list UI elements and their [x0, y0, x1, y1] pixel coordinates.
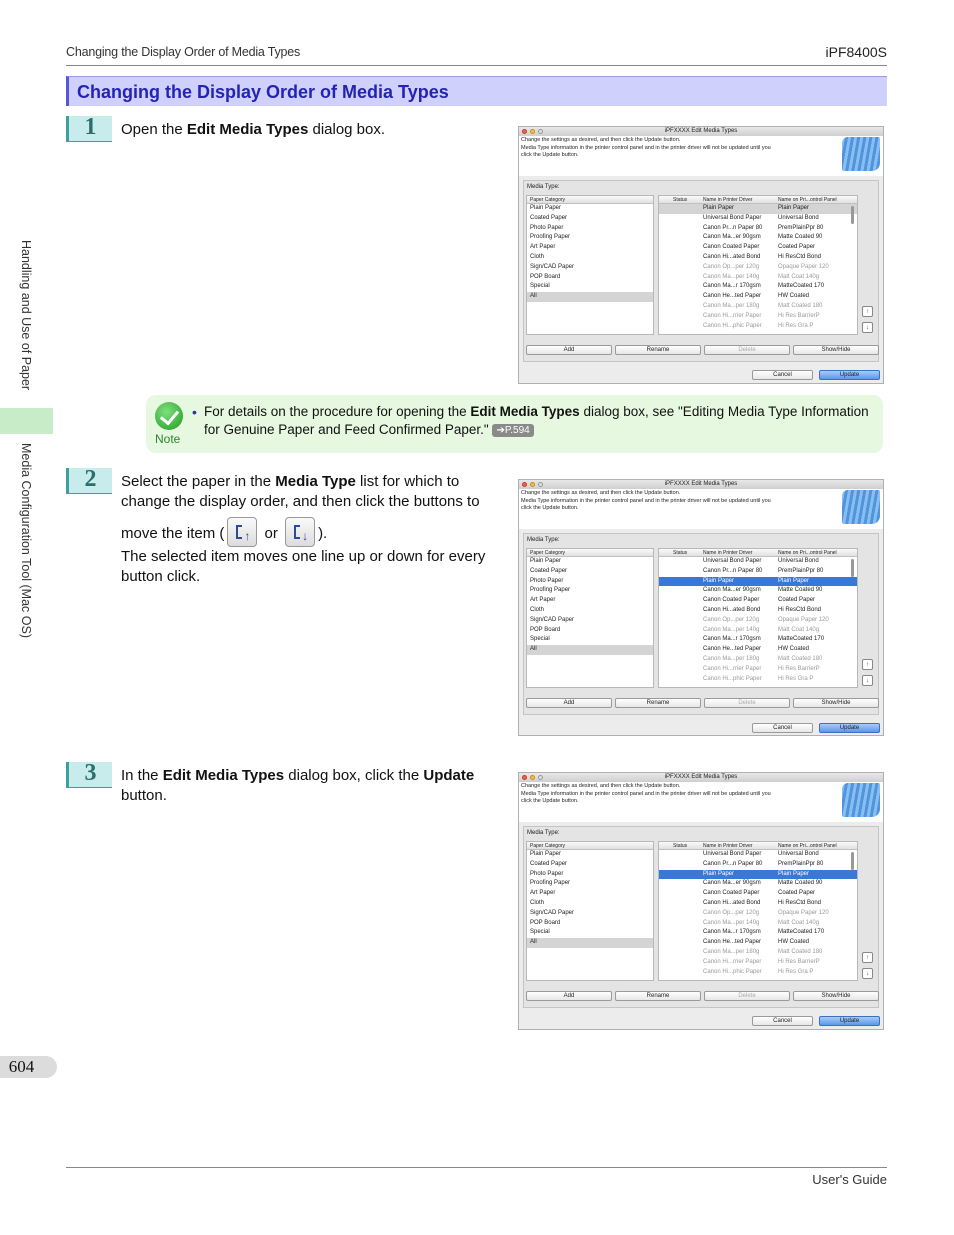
media-type-label: Media Type:: [527, 537, 560, 543]
edit-media-types-dialog: [518, 772, 884, 1030]
side-section-handling: Handling and Use of Paper: [19, 240, 33, 391]
panel-name-cell: Hi Res Gra P: [778, 322, 814, 329]
panel-name-cell: Matt Coat 140g: [778, 626, 820, 633]
panel-name-cell: MatteCoated 170: [778, 636, 825, 643]
driver-name-cell: Canon Ma...per 180g: [703, 948, 760, 955]
media-type-row[interactable]: [659, 577, 857, 587]
driver-name-cell: Canon Coated Paper: [703, 890, 760, 897]
driver-name-cell: Universal Bond Paper: [703, 214, 762, 221]
dialog-title: iPFXXXX Edit Media Types: [664, 128, 738, 134]
order-buttons: [862, 306, 873, 338]
step-text-part: list for which to change the display order, and then click the buttons to: [121, 473, 480, 510]
note-text-part: For details on the procedure for opening the: [204, 404, 471, 419]
show-hide-button[interactable]: Show/Hide: [793, 991, 879, 1001]
order-buttons: [862, 952, 873, 984]
step-text-part: move the item (: [121, 525, 225, 542]
driver-name-cell: Canon Hi...phic Paper: [703, 322, 762, 329]
paper-category-item[interactable]: Cloth: [530, 899, 545, 906]
paper-category-item[interactable]: Coated Paper: [530, 567, 568, 574]
media-type-row[interactable]: [659, 909, 857, 919]
driver-name-cell: Canon Coated Paper: [703, 244, 760, 251]
info-line: Media Type information in the printer control panel and in the printer driver will not be updated until you: [521, 790, 771, 797]
running-header-model: iPF8400S: [825, 44, 887, 60]
driver-name-cell: Canon Ma...per 180g: [703, 302, 760, 309]
move-up-button[interactable]: ↑: [862, 306, 873, 317]
column-header-driver-name: Name in Printer Driver: [703, 550, 753, 556]
panel-name-cell: Plain Paper: [778, 870, 810, 877]
media-type-row[interactable]: [659, 596, 857, 606]
step-text-bold: Update: [423, 767, 475, 784]
media-type-row[interactable]: [659, 948, 857, 958]
paper-category-item[interactable]: Art Paper: [530, 244, 556, 251]
driver-name-cell: Plain Paper: [703, 870, 735, 877]
info-line: click the Update button.: [521, 505, 579, 511]
paper-category-item[interactable]: Coated Paper: [530, 214, 568, 221]
panel-name-cell: Opaque Paper 120: [778, 263, 829, 270]
step-text-part: or: [260, 525, 283, 542]
media-type-group: [523, 826, 879, 1008]
side-tab-marker: [0, 408, 53, 434]
media-type-group: [523, 180, 879, 362]
media-type-row[interactable]: [659, 557, 857, 567]
driver-name-cell: Canon Hi...rrier Paper: [703, 312, 762, 319]
edit-media-types-dialog: [518, 126, 884, 384]
driver-name-cell: Canon Pr...n Paper 80: [703, 567, 763, 574]
column-header-panel-name: Name on Pri...ontrol Panel: [778, 550, 837, 556]
cancel-button[interactable]: Cancel: [752, 1016, 813, 1026]
info-line: click the Update button.: [521, 152, 579, 158]
paper-category-item[interactable]: Art Paper: [530, 597, 556, 604]
panel-name-cell: Plain Paper: [778, 205, 810, 211]
media-type-row[interactable]: [659, 635, 857, 645]
media-type-row[interactable]: [659, 958, 857, 968]
panel-name-cell: HW Coated: [778, 293, 810, 300]
dialog-info-text: [519, 489, 883, 529]
media-type-row[interactable]: [659, 919, 857, 929]
panel-name-cell: PremPlainPpr 80: [778, 224, 824, 231]
media-type-row[interactable]: [659, 655, 857, 665]
panel-name-cell: Coated Paper: [778, 890, 816, 897]
paper-category-list[interactable]: [526, 548, 654, 688]
paper-category-item[interactable]: POP Board: [530, 919, 561, 926]
media-type-row[interactable]: [659, 233, 857, 243]
driver-name-cell: Canon Hi...rrier Paper: [703, 665, 762, 672]
driver-name-cell: Canon Hi...phic Paper: [703, 675, 762, 682]
dialog-info-text: [519, 136, 883, 176]
paper-category-list[interactable]: [526, 195, 654, 335]
update-button[interactable]: Update: [819, 1016, 880, 1026]
driver-name-cell: Plain Paper: [703, 577, 735, 584]
paper-stack-icon: [842, 783, 880, 817]
step-2-badge: [66, 468, 112, 494]
note-text-bold: Edit Media Types: [470, 404, 580, 419]
rename-button[interactable]: Rename: [615, 345, 701, 355]
driver-name-cell: Canon Ma...er 90gsm: [703, 234, 761, 241]
media-type-row[interactable]: [659, 889, 857, 899]
panel-name-cell: Hi ResCtd Bond: [778, 606, 822, 613]
panel-name-cell: Matt Coated 180: [778, 655, 823, 662]
edit-media-types-dialog: [518, 479, 884, 736]
dialog-title: iPFXXXX Edit Media Types: [664, 481, 738, 487]
media-type-row[interactable]: [659, 243, 857, 253]
paper-category-header: Paper Category: [527, 842, 653, 850]
paper-category-item[interactable]: Proofing Paper: [530, 234, 571, 241]
column-header-status: Status: [673, 843, 688, 849]
paper-category-item[interactable]: Proofing Paper: [530, 880, 571, 887]
panel-name-cell: Hi ResCtd Bond: [778, 253, 822, 260]
media-type-row[interactable]: [659, 860, 857, 870]
step-text-part: button.: [121, 786, 167, 804]
paper-stack-icon: [842, 490, 880, 524]
column-header-panel-name: Name on Pri...ontrol Panel: [778, 197, 837, 203]
panel-name-cell: Matte Coated 90: [778, 880, 823, 887]
panel-name-cell: Matt Coat 140g: [778, 919, 820, 926]
add-button[interactable]: Add: [526, 698, 612, 708]
paper-category-item[interactable]: Sign/CAD Paper: [530, 616, 575, 623]
media-type-row[interactable]: [659, 302, 857, 312]
media-type-row[interactable]: [659, 204, 857, 214]
move-up-button[interactable]: ↑: [862, 659, 873, 670]
media-type-row[interactable]: [659, 626, 857, 636]
driver-name-cell: Canon Ma...er 90gsm: [703, 587, 761, 594]
step-number: 1: [84, 114, 97, 140]
driver-name-cell: Canon Hi...ated Bond: [703, 253, 761, 260]
move-down-button[interactable]: ↓: [862, 675, 873, 686]
note-text: [204, 403, 874, 439]
paper-category-list[interactable]: [526, 841, 654, 981]
media-type-row[interactable]: [659, 616, 857, 626]
step-text-part: Open the: [121, 121, 187, 138]
panel-name-cell: MatteCoated 170: [778, 283, 825, 290]
paper-category-header: Paper Category: [527, 549, 653, 557]
driver-name-cell: Canon Hi...ated Bond: [703, 606, 761, 613]
step-text-part: Select the paper in the: [121, 473, 276, 490]
media-type-row[interactable]: [659, 928, 857, 938]
move-up-button[interactable]: ↑: [862, 952, 873, 963]
panel-name-cell: Matt Coat 140g: [778, 273, 820, 280]
media-type-row[interactable]: [659, 606, 857, 616]
footer-guide-name: User's Guide: [812, 1172, 887, 1187]
column-header-status: Status: [673, 197, 688, 203]
paper-category-item[interactable]: Sign/CAD Paper: [530, 263, 575, 270]
column-header-driver-name: Name in Printer Driver: [703, 197, 753, 203]
panel-name-cell: Hi Res BarrierP: [778, 312, 820, 319]
paper-category-item[interactable]: Cloth: [530, 253, 545, 260]
footer-rule: [66, 1167, 887, 1168]
dialog-titlebar: [519, 773, 883, 782]
step-2-text: [121, 472, 505, 586]
media-type-row[interactable]: [659, 263, 857, 273]
list-scrollbar[interactable]: [851, 852, 854, 870]
driver-name-cell: Canon Coated Paper: [703, 597, 760, 604]
driver-name-cell: Canon Hi...phic Paper: [703, 968, 762, 975]
media-type-label: Media Type:: [527, 184, 560, 190]
dialog-title: iPFXXXX Edit Media Types: [664, 774, 738, 780]
panel-name-cell: Coated Paper: [778, 597, 816, 604]
step-1-badge: [66, 116, 112, 142]
paper-category-item[interactable]: Proofing Paper: [530, 587, 571, 594]
paper-category-item[interactable]: Special: [530, 636, 550, 643]
info-line: Media Type information in the printer control panel and in the printer driver will not be updated until you: [521, 497, 771, 504]
column-header-driver-name: Name in Printer Driver: [703, 843, 753, 849]
media-type-row[interactable]: [659, 322, 857, 332]
step-text-part: dialog box, click the: [284, 767, 424, 784]
driver-name-cell: Canon He...ted Paper: [703, 646, 762, 653]
step-number: 3: [84, 760, 97, 786]
paper-category-item[interactable]: POP Board: [530, 273, 561, 280]
section-title: Changing the Display Order of Media Types: [77, 82, 449, 102]
panel-name-cell: PremPlainPpr 80: [778, 860, 824, 867]
panel-name-cell: HW Coated: [778, 939, 810, 946]
paper-category-item[interactable]: Photo Paper: [530, 577, 564, 584]
paper-category-item[interactable]: Photo Paper: [530, 224, 564, 231]
media-type-row[interactable]: [659, 968, 857, 978]
media-list-header: [659, 549, 857, 557]
media-type-list[interactable]: [658, 548, 858, 688]
section-title-bar: [66, 76, 887, 106]
delete-button[interactable]: Delete: [704, 991, 790, 1001]
panel-name-cell: Opaque Paper 120: [778, 909, 829, 916]
update-button[interactable]: Update: [819, 723, 880, 733]
column-header-panel-name: Name on Pri...ontrol Panel: [778, 843, 837, 849]
media-type-row[interactable]: [659, 870, 857, 880]
panel-name-cell: PremPlainPpr 80: [778, 567, 824, 574]
page-number: 604: [0, 1056, 57, 1078]
panel-name-cell: Universal Bond: [778, 214, 819, 221]
add-button[interactable]: Add: [526, 345, 612, 355]
paper-category-item[interactable]: Plain Paper: [530, 851, 562, 857]
paper-category-item[interactable]: All: [527, 292, 653, 302]
step-text-part: ).: [318, 525, 328, 542]
media-type-row[interactable]: [659, 899, 857, 909]
list-scrollbar[interactable]: [851, 206, 854, 224]
paper-category-item[interactable]: Plain Paper: [530, 205, 562, 211]
side-section-media-config: Media Configuration Tool (Mac OS): [19, 443, 33, 638]
media-type-row[interactable]: [659, 645, 857, 655]
driver-name-cell: Canon Ma...r 170gsm: [703, 636, 761, 643]
dialog-titlebar: [519, 127, 883, 136]
move-down-button-icon: ↓: [285, 517, 315, 547]
driver-name-cell: Canon Op...per 120g: [703, 263, 760, 270]
running-header-title: Changing the Display Order of Media Types: [66, 45, 301, 59]
column-header-status: Status: [673, 550, 688, 556]
list-scrollbar[interactable]: [851, 559, 854, 577]
info-line: click the Update button.: [521, 798, 579, 804]
media-type-row[interactable]: [659, 665, 857, 675]
panel-name-cell: Universal Bond: [778, 851, 819, 857]
info-line: Change the settings as desired, and then click the Update button.: [521, 137, 681, 143]
driver-name-cell: Canon Ma...er 90gsm: [703, 880, 761, 887]
step-text-part: The selected item moves one line up or down for every button click.: [121, 548, 486, 585]
move-up-button-icon: ↑: [227, 517, 257, 547]
media-type-row[interactable]: [659, 292, 857, 302]
media-type-list[interactable]: [658, 841, 858, 981]
dialog-info-text: [519, 782, 883, 822]
rename-button[interactable]: Rename: [615, 991, 701, 1001]
header-rule: [66, 65, 887, 66]
media-type-row[interactable]: [659, 879, 857, 889]
panel-name-cell: Hi Res Gra P: [778, 968, 814, 975]
driver-name-cell: Canon Pr...n Paper 80: [703, 860, 763, 867]
media-type-row[interactable]: [659, 675, 857, 685]
driver-name-cell: Universal Bond Paper: [703, 851, 762, 857]
media-list-header: [659, 842, 857, 850]
cancel-button[interactable]: Cancel: [752, 723, 813, 733]
media-type-group: [523, 533, 879, 715]
paper-category-item[interactable]: Photo Paper: [530, 870, 564, 877]
step-text-part: dialog box.: [308, 121, 386, 138]
dialog-titlebar: [519, 480, 883, 489]
move-down-button[interactable]: ↓: [862, 322, 873, 333]
driver-name-cell: Canon Ma...per 180g: [703, 655, 760, 662]
step-1-text: [121, 120, 501, 140]
step-number: 2: [84, 466, 97, 492]
paper-category-item[interactable]: Art Paper: [530, 890, 556, 897]
driver-name-cell: Canon Ma...per 140g: [703, 919, 760, 926]
driver-name-cell: Canon Hi...rrier Paper: [703, 958, 762, 965]
cancel-button[interactable]: Cancel: [752, 370, 813, 380]
media-type-row[interactable]: [659, 312, 857, 322]
paper-category-item[interactable]: Sign/CAD Paper: [530, 909, 575, 916]
media-type-row[interactable]: [659, 282, 857, 292]
media-type-row[interactable]: [659, 586, 857, 596]
paper-category-item[interactable]: All: [527, 645, 653, 655]
driver-name-cell: Canon Op...per 120g: [703, 909, 760, 916]
panel-name-cell: Hi Res BarrierP: [778, 958, 820, 965]
step-text-part: In the: [121, 767, 163, 784]
media-type-row[interactable]: [659, 224, 857, 234]
note-bullet: •: [192, 404, 197, 420]
panel-name-cell: Coated Paper: [778, 244, 816, 251]
info-line: Media Type information in the printer control panel and in the printer driver will not be updated until you: [521, 144, 771, 151]
step-3-badge: [66, 762, 112, 788]
paper-stack-icon: [842, 137, 880, 171]
panel-name-cell: Opaque Paper 120: [778, 616, 829, 623]
add-button[interactable]: Add: [526, 991, 612, 1001]
step-text-bold: Edit Media Types: [162, 767, 285, 784]
paper-category-item[interactable]: Plain Paper: [530, 558, 562, 564]
media-type-list[interactable]: [658, 195, 858, 335]
driver-name-cell: Universal Bond Paper: [703, 558, 762, 564]
info-line: Change the settings as desired, and then click the Update button.: [521, 490, 681, 496]
paper-category-item[interactable]: POP Board: [530, 626, 561, 633]
media-type-row[interactable]: [659, 273, 857, 283]
order-buttons: [862, 659, 873, 691]
paper-category-item[interactable]: Coated Paper: [530, 860, 568, 867]
move-down-button[interactable]: ↓: [862, 968, 873, 979]
driver-name-cell: Plain Paper: [703, 205, 735, 211]
media-list-header: [659, 196, 857, 204]
panel-name-cell: HW Coated: [778, 646, 810, 653]
media-type-row[interactable]: [659, 938, 857, 948]
note-text-part: dialog box, see "Editing Media Type Information for Genuine Paper and Feed Confirmed Paper.": [204, 404, 869, 437]
note-check-icon: [155, 402, 183, 430]
driver-name-cell: Canon He...ted Paper: [703, 939, 762, 946]
media-type-row[interactable]: [659, 850, 857, 860]
step-text-bold: Media Type: [275, 473, 356, 490]
driver-name-cell: Canon Ma...per 140g: [703, 273, 760, 280]
paper-category-item[interactable]: Special: [530, 929, 550, 936]
panel-name-cell: Matt Coated 180: [778, 948, 823, 955]
show-hide-button[interactable]: Show/Hide: [793, 698, 879, 708]
page-reference-link[interactable]: ➔P.594: [492, 424, 533, 437]
driver-name-cell: Canon Ma...per 140g: [703, 626, 760, 633]
paper-category-item[interactable]: All: [527, 938, 653, 948]
delete-button[interactable]: Delete: [704, 345, 790, 355]
media-type-row[interactable]: [659, 253, 857, 263]
paper-category-item[interactable]: Cloth: [530, 606, 545, 613]
panel-name-cell: Hi ResCtd Bond: [778, 899, 822, 906]
paper-category-item[interactable]: Special: [530, 283, 550, 290]
driver-name-cell: Canon Hi...ated Bond: [703, 899, 761, 906]
panel-name-cell: Matte Coated 90: [778, 587, 823, 594]
panel-name-cell: Matte Coated 90: [778, 234, 823, 241]
panel-name-cell: Matt Coated 180: [778, 302, 823, 309]
driver-name-cell: Canon Ma...r 170gsm: [703, 929, 761, 936]
driver-name-cell: Canon Pr...n Paper 80: [703, 224, 763, 231]
step-text-bold: Edit Media Types: [186, 121, 309, 138]
step-3-text: [121, 766, 505, 805]
panel-name-cell: Universal Bond: [778, 558, 819, 564]
panel-name-cell: MatteCoated 170: [778, 929, 825, 936]
driver-name-cell: Canon He...ted Paper: [703, 293, 762, 300]
panel-name-cell: Hi Res BarrierP: [778, 665, 820, 672]
rename-button[interactable]: Rename: [615, 698, 701, 708]
media-type-row[interactable]: [659, 214, 857, 224]
driver-name-cell: Canon Op...per 120g: [703, 616, 760, 623]
update-button[interactable]: Update: [819, 370, 880, 380]
driver-name-cell: Canon Ma...r 170gsm: [703, 283, 761, 290]
note-label: Note: [155, 432, 181, 446]
delete-button[interactable]: Delete: [704, 698, 790, 708]
panel-name-cell: Hi Res Gra P: [778, 675, 814, 682]
media-type-label: Media Type:: [527, 830, 560, 836]
media-type-row[interactable]: [659, 567, 857, 577]
show-hide-button[interactable]: Show/Hide: [793, 345, 879, 355]
panel-name-cell: Plain Paper: [778, 577, 810, 584]
info-line: Change the settings as desired, and then click the Update button.: [521, 783, 681, 789]
paper-category-header: Paper Category: [527, 196, 653, 204]
